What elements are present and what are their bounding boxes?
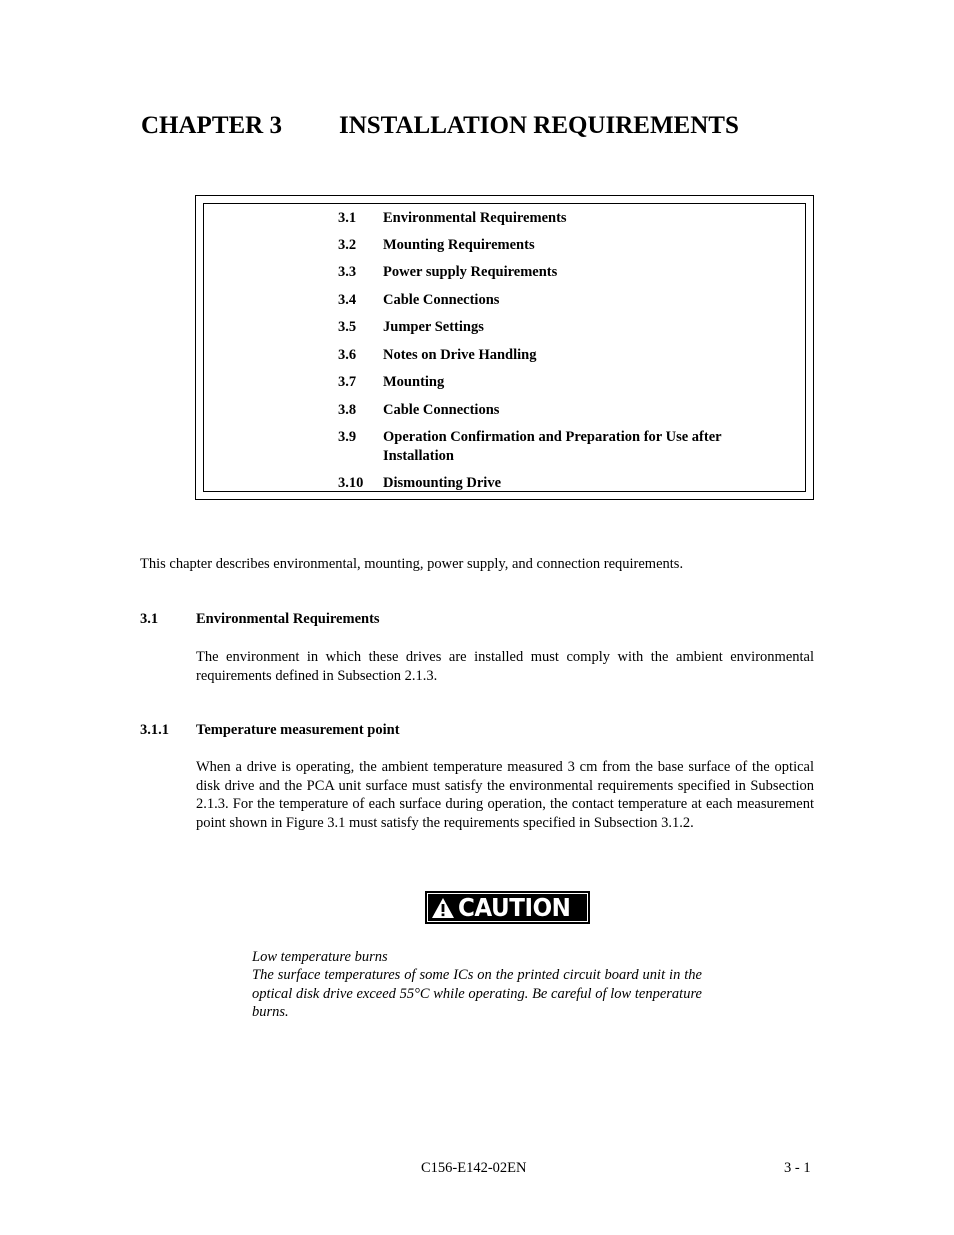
toc-item-number: 3.3 [338, 264, 357, 280]
subsection-number: 3.1.1 [140, 722, 169, 738]
toc-item-label-continued: Installation [383, 448, 454, 464]
toc-item-label: Jumper Settings [383, 319, 484, 335]
toc-item-label: Cable Connections [383, 402, 500, 418]
toc-item-number: 3.4 [338, 292, 357, 308]
toc-item-label: Operation Confirmation and Preparation for Use after [383, 429, 722, 445]
caution-label [425, 891, 590, 924]
toc-item-label: Dismounting Drive [383, 475, 502, 491]
toc-item-number: 3.7 [338, 374, 357, 390]
toc-item-number: 3.6 [338, 347, 357, 363]
toc-item-label: Mounting Requirements [383, 237, 535, 253]
toc-item-label: Mounting [383, 374, 445, 390]
caution-heading: Low temperature burns [252, 949, 388, 965]
section-body: The environment in which these drives are installed must comply with the ambient environmental requirements defined in Subsection 2.1.3. [196, 649, 814, 684]
toc-item-number: 3.5 [338, 319, 357, 335]
toc-item-label: Power supply Requirements [383, 264, 558, 280]
section-title: Environmental Requirements [196, 611, 380, 627]
toc-inner-frame [203, 203, 806, 492]
subsection-title: Temperature measurement point [196, 722, 400, 738]
caution-word: CAUTION [458, 893, 571, 922]
toc-item-number: 3.9 [338, 429, 357, 445]
toc-item-number: 3.2 [338, 237, 357, 253]
toc-item-number: 3.8 [338, 402, 357, 418]
toc-item-number: 3.10 [338, 475, 364, 491]
toc-item-label: Notes on Drive Handling [383, 347, 537, 363]
subsection-body: When a drive is operating, the ambient temperature measured 3 cm from the base surface of the optical disk drive and the PCA unit surface must satisfy the environmental requirements specified in Subsection 2.1.3. For the temperature of each surface during operation, the contact temperature at each measurement point shown in Figure 3.1 must satisfy the requirements specified in Subsection 3.1.2. [196, 759, 814, 831]
chapter-title: INSTALLATION REQUIREMENTS [339, 112, 739, 139]
toc-item-label: Environmental Requirements [383, 210, 567, 226]
table-of-contents [195, 195, 814, 500]
footer-page-number: 3 - 1 [784, 1160, 811, 1176]
intro-paragraph: This chapter describes environmental, mounting, power supply, and connection requirements. [140, 556, 684, 572]
chapter-number: CHAPTER 3 [141, 112, 282, 139]
toc-item-label: Cable Connections [383, 292, 500, 308]
section-number: 3.1 [140, 611, 159, 627]
caution-body: The surface temperatures of some ICs on the printed circuit board unit in the optical disk drive exceed 55°C while operating. Be careful of low tenperature burns. [252, 967, 702, 1020]
footer-doc-code: C156-E142-02EN [421, 1160, 527, 1176]
toc-item-number: 3.1 [338, 210, 357, 226]
warning-triangle-icon [431, 897, 455, 919]
